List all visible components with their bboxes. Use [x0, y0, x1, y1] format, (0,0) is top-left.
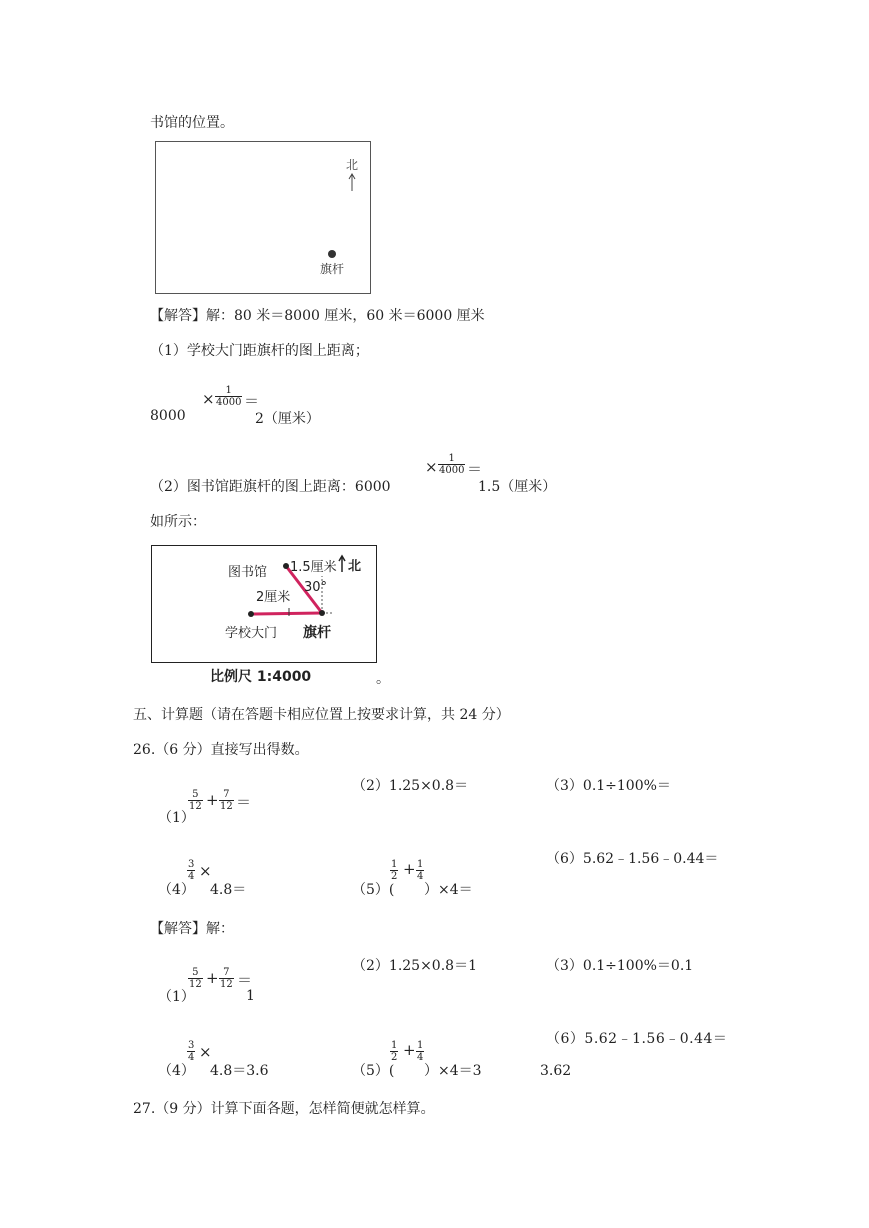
period: 。	[376, 671, 390, 687]
item-label: （1）	[158, 989, 195, 1005]
fraction	[215, 385, 242, 408]
denominator: 4000	[216, 397, 242, 408]
item-label: （4）	[158, 882, 195, 898]
fraction	[188, 967, 203, 990]
numerator: 5	[192, 789, 199, 800]
plus-sign: +	[403, 860, 416, 878]
item-label: （5）(	[352, 1063, 395, 1079]
denominator: 4	[417, 871, 424, 882]
question-26-title: 26.（6 分）直接写出得数。	[133, 742, 309, 758]
step1-label: （1）学校大门距旗杆的图上距离；	[150, 343, 369, 359]
fraction	[390, 859, 398, 882]
numerator: 1	[417, 1040, 424, 1051]
distance-1-5cm-label: 1.5厘米	[290, 560, 337, 575]
item-2: （2）1.25×0.8＝	[352, 778, 469, 794]
denominator: 4	[417, 1052, 424, 1063]
item-3: （3）0.1÷100%＝	[546, 778, 671, 794]
item-label: （1）	[158, 810, 195, 826]
flagpole-label: 旗杆	[320, 262, 345, 276]
numerator: 1	[225, 385, 232, 396]
times-sign: ×	[202, 390, 215, 408]
denominator: 4	[188, 1052, 195, 1063]
numerator: 3	[188, 859, 195, 870]
fraction	[187, 1040, 195, 1063]
flagpole-dot	[327, 249, 337, 259]
item-6: （6）5.62﹣1.56﹣0.44＝	[546, 851, 719, 867]
section-heading: 五、计算题（请在答题卡相应位置上按要求计算，共 24 分）	[133, 707, 510, 723]
equals-sign: ＝	[244, 392, 260, 410]
continued-text: 书馆的位置。	[150, 115, 234, 131]
numerator: 7	[223, 967, 230, 978]
fraction	[219, 789, 234, 812]
north-label: 北	[346, 158, 359, 172]
denominator: 4000	[439, 465, 465, 476]
plus-sign: +	[206, 969, 219, 987]
north-label: 北	[348, 559, 362, 574]
denominator: 12	[220, 801, 233, 812]
library-label: 图书馆	[228, 565, 268, 580]
equals-sign: ＝	[467, 460, 483, 478]
angle-label: 30°	[304, 580, 328, 595]
flagpole-label: 旗杆	[303, 625, 331, 641]
numerator: 1	[391, 859, 398, 870]
fraction	[187, 859, 195, 882]
answer-4-rest: 4.8＝3.6	[210, 1063, 269, 1079]
item-4-rest: 4.8＝	[210, 882, 247, 898]
numerator: 3	[188, 1040, 195, 1051]
item-label: （4）	[158, 1063, 195, 1079]
distance-2cm-label: 2厘米	[256, 590, 291, 605]
step2-label: （2）图书馆距旗杆的图上距离：6000	[150, 479, 391, 495]
answer-2: （2）1.25×0.8＝1	[352, 958, 477, 974]
step1-result: 2（厘米）	[255, 411, 320, 427]
numerator: 1	[391, 1040, 398, 1051]
fraction	[188, 789, 203, 812]
denominator: 2	[391, 871, 398, 882]
answer-3: （3）0.1÷100%＝0.1	[546, 958, 694, 974]
answer-intro: 【解答】解：80 米＝8000 厘米，60 米＝6000 厘米	[150, 308, 485, 324]
equals-sign: ＝	[236, 793, 252, 811]
numerator: 7	[223, 789, 230, 800]
item-5-rest: ）×4＝	[424, 882, 473, 898]
answer-5-rest: ）×4＝3	[424, 1063, 482, 1079]
denominator: 4	[188, 871, 195, 882]
fraction	[390, 1040, 398, 1063]
answer-6-line1: （6）5.62﹣1.56﹣0.44＝	[546, 1031, 728, 1047]
as-shown-label: 如所示：	[150, 514, 206, 530]
denominator: 12	[220, 979, 233, 990]
fraction	[219, 967, 234, 990]
equals-sign: ＝	[237, 971, 253, 989]
answer-1-result: 1	[246, 988, 255, 1004]
numerator: 1	[448, 453, 455, 464]
step2-result: 1.5（厘米）	[478, 479, 557, 495]
denominator: 12	[189, 979, 202, 990]
plus-sign: +	[403, 1041, 416, 1059]
numerator: 5	[192, 967, 199, 978]
times-sign: ×	[425, 458, 438, 476]
item-label: （5）(	[352, 882, 395, 898]
school-gate-label: 学校大门	[225, 626, 278, 641]
blank-map-figure	[155, 141, 371, 294]
fraction	[438, 453, 465, 476]
solution-map-figure	[151, 545, 377, 663]
times-sign: ×	[199, 862, 212, 880]
question-27-title: 27.（9 分）计算下面各题，怎样简便就怎样算。	[133, 1101, 435, 1117]
answer-label: 【解答】解：	[150, 921, 234, 937]
scale-label: 比例尺 1:4000	[210, 669, 312, 685]
denominator: 12	[189, 801, 202, 812]
times-sign: ×	[199, 1043, 212, 1061]
answer-6-line2: 3.62	[540, 1063, 572, 1079]
plus-sign: +	[206, 791, 219, 809]
numerator: 1	[417, 859, 424, 870]
step1-lhs: 8000	[150, 408, 186, 424]
north-arrow-icon	[347, 172, 357, 192]
denominator: 2	[391, 1052, 398, 1063]
